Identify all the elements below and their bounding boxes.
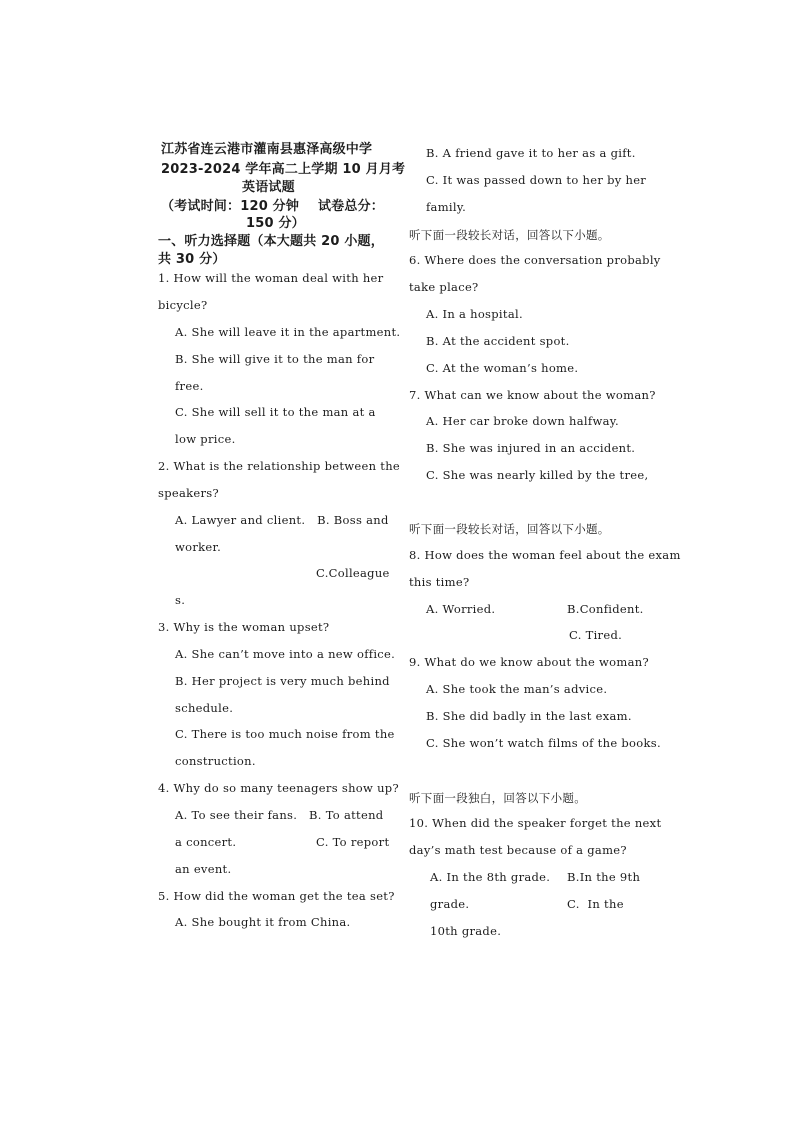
q4-option-c-cont: an event. bbox=[175, 862, 232, 876]
q7-option-a: A. Her car broke down halfway. bbox=[426, 414, 619, 428]
q2-option-b-cont: worker. bbox=[175, 540, 222, 554]
q1-option-b-cont: free. bbox=[175, 379, 204, 393]
question-1-cont: bicycle? bbox=[158, 298, 208, 312]
q3-option-c-cont: construction. bbox=[175, 754, 256, 768]
question-7: 7. What can we know about the woman? bbox=[409, 388, 656, 402]
q6-option-a: A. In a hospital. bbox=[426, 307, 523, 321]
q10-option-a: A. In the 8th grade. bbox=[430, 870, 551, 884]
section-heading: 一、听力选择题（本大题共 20 小题， bbox=[158, 234, 384, 249]
q2-option-ab: A. Lawyer and client. B. Boss and bbox=[175, 513, 389, 527]
q9-option-b: B. She did badly in the last exam. bbox=[426, 709, 632, 723]
question-8-cont: this time? bbox=[409, 575, 470, 589]
q3-option-c: C. There is too much noise from the bbox=[175, 727, 395, 741]
question-5: 5. How did the woman get the tea set? bbox=[158, 889, 395, 903]
question-6: 6. Where does the conversation probably bbox=[409, 253, 661, 267]
question-1: 1. How will the woman deal with her bbox=[158, 271, 384, 285]
instruction-monologue: 听下面一段独白，回答以下小题。 bbox=[409, 791, 586, 805]
question-9: 9. What do we know about the woman? bbox=[409, 655, 649, 669]
exam-info: （考试时间：120 分钟 试卷总分： bbox=[161, 199, 384, 214]
section-heading-score: 共 30 分） bbox=[158, 252, 226, 267]
q9-option-a: A. She took the man’s advice. bbox=[426, 682, 608, 696]
question-2: 2. What is the relationship between the bbox=[158, 459, 401, 473]
q7-option-c: C. She was nearly killed by the tree, bbox=[426, 468, 649, 482]
q5-option-c-cont: family. bbox=[426, 200, 467, 214]
q2-option-c-cont: s. bbox=[175, 593, 186, 607]
instruction-long-dialogue: 听下面一段较长对话，回答以下小题。 bbox=[409, 228, 610, 242]
question-6-cont: take place? bbox=[409, 280, 479, 294]
question-8: 8. How does the woman feel about the exam bbox=[409, 548, 681, 562]
q8-option-b: B.Confident. bbox=[567, 602, 644, 616]
q5-option-b: B. A friend gave it to her as a gift. bbox=[426, 146, 636, 160]
page-title-school: 江苏省连云港市灌南县惠泽高级中学 bbox=[161, 142, 373, 157]
exam-info-score: 150 分） bbox=[246, 216, 305, 231]
q1-option-c: C. She will sell it to the man at a bbox=[175, 405, 376, 419]
q7-option-b: B. She was injured in an accident. bbox=[426, 441, 636, 455]
page-title-subject: 英语试题 bbox=[242, 180, 295, 195]
q5-option-a: A. She bought it from China. bbox=[175, 915, 351, 929]
q2-option-c: C.Colleague bbox=[316, 566, 390, 580]
q6-option-c: C. At the woman’s home. bbox=[426, 361, 579, 375]
q3-option-a: A. She can’t move into a new office. bbox=[175, 647, 396, 661]
q10-option-b-cont: grade. bbox=[430, 897, 470, 911]
q9-option-c: C. She won’t watch films of the books. bbox=[426, 736, 661, 750]
page-title-term: 2023-2024 学年高二上学期 10 月月考 bbox=[161, 162, 406, 177]
q8-option-a: A. Worried. bbox=[426, 602, 496, 616]
question-2-cont: speakers? bbox=[158, 486, 219, 500]
q10-option-c-cont: 10th grade. bbox=[430, 924, 502, 938]
q3-option-b: B. Her project is very much behind bbox=[175, 674, 390, 688]
q1-option-c-cont: low price. bbox=[175, 432, 236, 446]
q6-option-b: B. At the accident spot. bbox=[426, 334, 570, 348]
q10-option-b: B.In the 9th bbox=[567, 870, 641, 884]
q4-option-b-cont: a concert. bbox=[175, 835, 237, 849]
instruction-long-dialogue-2: 听下面一段较长对话，回答以下小题。 bbox=[409, 522, 610, 536]
q4-option-ab: A. To see their fans. B. To attend bbox=[175, 808, 384, 822]
question-10: 10. When did the speaker forget the next bbox=[409, 816, 662, 830]
q3-option-b-cont: schedule. bbox=[175, 701, 234, 715]
q8-option-c: C. Tired. bbox=[569, 628, 623, 642]
question-10-cont: day’s math test because of a game? bbox=[409, 843, 627, 857]
q10-option-c: C. In the bbox=[567, 897, 624, 911]
question-4: 4. Why do so many teenagers show up? bbox=[158, 781, 399, 795]
question-3: 3. Why is the woman upset? bbox=[158, 620, 330, 634]
q4-option-c: C. To report bbox=[316, 835, 390, 849]
q1-option-b: B. She will give it to the man for bbox=[175, 352, 375, 366]
q5-option-c: C. It was passed down to her by her bbox=[426, 173, 647, 187]
q1-option-a: A. She will leave it in the apartment. bbox=[175, 325, 401, 339]
